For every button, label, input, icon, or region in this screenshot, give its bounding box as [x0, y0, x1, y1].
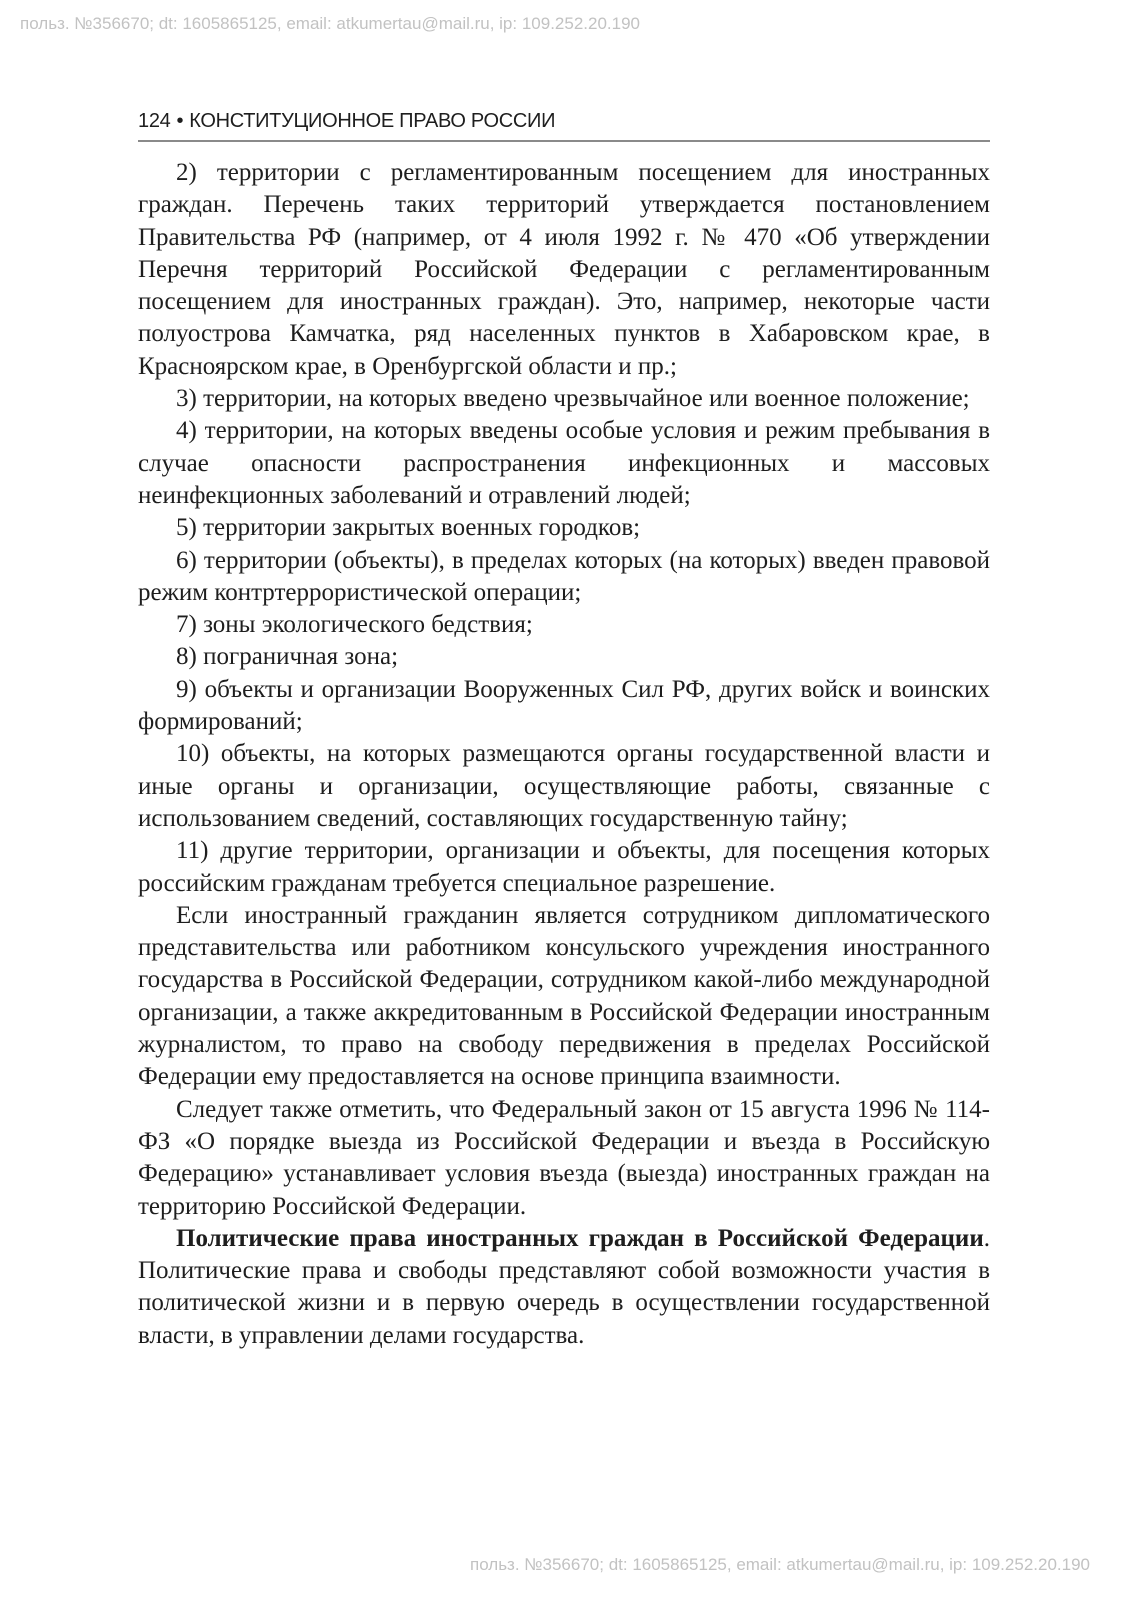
- watermark-top: польз. №356670; dt: 1605865125, email: atkumertau@mail.ru, ip: 109.252.20.190: [20, 14, 641, 33]
- paragraph-item-6: 6) территории (объекты), в пределах которых (на которых) введен правовой режим контртеррористической операции;: [138, 546, 990, 606]
- paragraph-item-3: 3) территории, на которых введено чрезвычайное или военное положение;: [176, 385, 970, 413]
- watermark-bottom: польз. №356670; dt: 1605865125, email: atkumertau@mail.ru, ip: 109.252.20.190: [469, 1555, 1090, 1574]
- paragraph-item-5: 5) территории закрытых военных городков;: [176, 514, 641, 542]
- paragraph-item-4: 4) территории, на которых введены особые условия и режим пребывания в случае опасности распространения инфекционных и массовых неинфекционных заболеваний и отравлений людей;: [138, 417, 990, 509]
- paragraph-diplomats: Если иностранный гражданин является сотрудником дипломатического представительства или работником консульского учреждения иностранного государства в Российской Федерации, сотрудником какой-либо международной организации, а также аккредитованным в Российской Федерации иностранным журналистом, то право на свободу передвижения в пределах Российской Федерации ему предоставляется на основе принципа взаимности.: [138, 901, 990, 1091]
- paragraph-item-11: 11) другие территории, организации и объекты, для посещения которых российским гражданам требуется специальное разрешение.: [138, 837, 990, 897]
- header-bullet: •: [176, 110, 184, 132]
- paragraph-federal-law: Следует также отметить, что Федеральный закон от 15 августа 1996 № 114-ФЗ «О порядке выезда из Российской Федерации и въезда в Российскую Федерацию» устанавливает условия въезда (выезда) иностранных граждан на территорию Российской Федерации.: [138, 1095, 990, 1220]
- page-number: 124: [138, 110, 171, 132]
- paragraph-item-8: 8) пограничная зона;: [176, 643, 399, 671]
- running-head: [138, 108, 990, 142]
- book-title: КОНСТИТУЦИОННОЕ ПРАВО РОССИИ: [189, 110, 556, 132]
- paragraph-item-7: 7) зоны экологического бедствия;: [176, 611, 533, 639]
- paragraph-item-2: 2) территории с регламентированным посещением для иностранных граждан. Перечень таких территорий утверждается постановлением Правительства РФ (например, от 4 июля 1992 г. № 470 «Об утверждении Перечня территорий Российской Федерации с регламентированным посещением для иностранных граждан). Это, например, некоторые части полуострова Камчатка, ряд населенных пунктов в Хабаровском крае, в Красноярском крае, в Оренбургской области и пр.;: [138, 159, 990, 380]
- section-lead-text: . Политические права и свободы представляют собой возможности участия в политической жизни и в первую очередь в осуществлении государственной власти, в управлении делами государства.: [138, 1224, 990, 1349]
- paragraph-item-10: 10) объекты, на которых размещаются органы государственной власти и иные органы и организации, осуществляющие работы, связанные с использованием сведений, составляющих государственную тайну;: [138, 740, 990, 832]
- section-lead-bold: Политические права иностранных граждан в Российской Федерации: [176, 1224, 984, 1252]
- page-text: [138, 157, 990, 1352]
- paragraph-item-9: 9) объекты и организации Вооруженных Сил РФ, других войск и воинских формирований;: [138, 675, 990, 736]
- paragraph-political-rights: [138, 1223, 990, 1352]
